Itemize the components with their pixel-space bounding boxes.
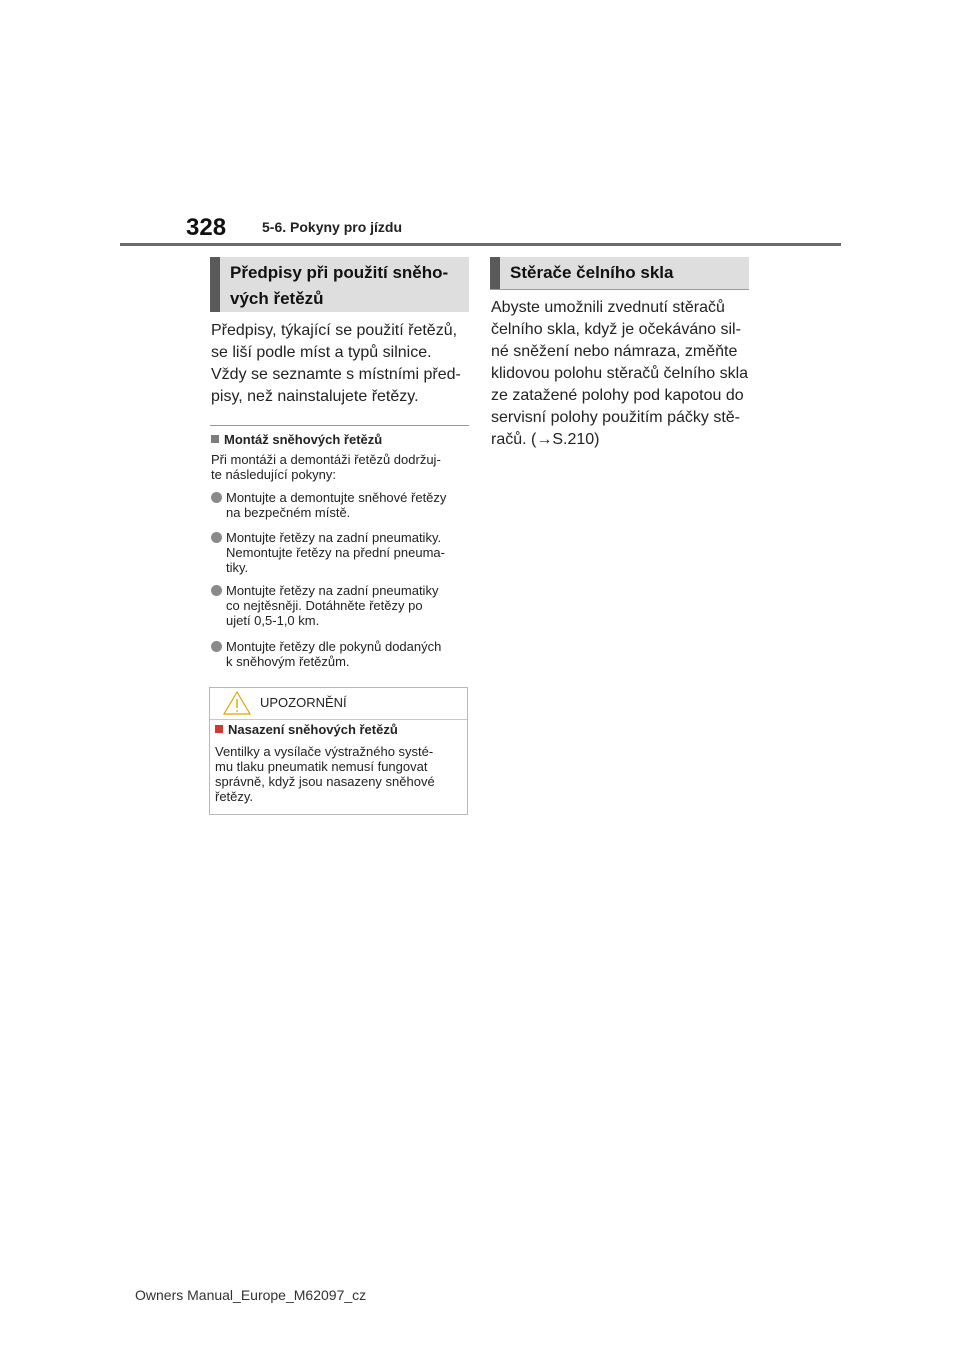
list-item-line: ujetí 0,5-1,0 km. (226, 613, 320, 628)
wiper-heading-text: Stěrače čelního skla (510, 263, 674, 282)
page-number: 328 (186, 214, 227, 241)
list-item-line: Montujte řetězy na zadní pneumatiky (226, 583, 439, 598)
snow-chain-heading-line2: vých řetězů (230, 289, 324, 308)
mounting-intro-line: te následující pokyny: (211, 467, 337, 482)
wiper-body-line: račů. (→S.210) (491, 431, 600, 448)
wiper-body-line: ze zatažené polohy pod kapotou do (491, 387, 744, 404)
mounting-intro (211, 452, 473, 482)
warning-text (215, 744, 465, 804)
wiper-body-line: servisní polohy použitím páčky stě- (491, 409, 740, 426)
wiper-body-line: čelního skla, když je očekáváno sil- (491, 321, 741, 338)
warning-separator (210, 719, 467, 720)
snow-chain-heading-line1: Předpisy při použití sněho- (230, 263, 449, 282)
warning-text-line: správně, když jsou nasazeny sněhové (215, 774, 435, 789)
wiper-body-line: klidovou polohu stěračů čelního skla (491, 365, 749, 382)
intro-line: se liší podle míst a typů silnice. (211, 344, 432, 361)
bullet-icon (211, 585, 222, 596)
footer-text: Owners Manual_Europe_M62097_cz (135, 1287, 367, 1303)
warning-triangle-icon (222, 690, 252, 716)
mounting-subheading (211, 432, 382, 447)
list-item (211, 583, 471, 628)
snow-chain-intro (211, 320, 476, 408)
warning-title: UPOZORNĚNÍ (260, 695, 347, 710)
red-square-icon (215, 725, 223, 733)
wiper-body-line: né sněžení nebo námraza, změňte (491, 343, 738, 360)
list-item-line: na bezpečném místě. (226, 505, 351, 520)
warning-text-line: mu tlaku pneumatik nemusí fungovat (215, 759, 428, 774)
list-item (211, 639, 471, 669)
list-item-line: Montujte řetězy na zadní pneumatiky. (226, 530, 442, 545)
warning-text-line: řetězy. (215, 789, 254, 804)
list-item-line: k sněhovým řetězům. (226, 654, 350, 669)
snow-chain-heading (210, 257, 469, 312)
warning-subheading (215, 722, 398, 737)
list-item-line: co nejtěsněji. Dotáhněte řetězy po (226, 598, 423, 613)
warning-subheading-text: Nasazení sněhových řetězů (228, 722, 398, 737)
list-item-line: Montujte řetězy dle pokynů dodaných (226, 639, 442, 654)
header-rule (120, 243, 841, 246)
list-item (211, 530, 471, 575)
square-bullet-icon (211, 435, 219, 443)
wiper-body-line: Abyste umožnili zvednutí stěračů (491, 299, 725, 316)
intro-line: Předpisy, týkající se použití řetězů, (211, 322, 458, 339)
list-item (211, 490, 471, 520)
bullet-icon (211, 532, 222, 543)
warning-text-line: Ventilky a vysílače výstražného systé- (215, 744, 434, 759)
wiper-heading-rule (490, 289, 749, 290)
intro-line: pisy, než nainstalujete řetězy. (211, 388, 419, 405)
bullet-icon (211, 492, 222, 503)
section-title: 5-6. Pokyny pro jízdu (262, 219, 403, 235)
list-item-line: tiky. (226, 560, 249, 575)
wiper-heading (490, 257, 749, 289)
list-item-line: Montujte a demontujte sněhové řetězy (226, 490, 447, 505)
bullet-icon (211, 641, 222, 652)
mounting-intro-line: Při montáži a demontáži řetězů dodržuj- (211, 452, 441, 467)
intro-line: Vždy se seznamte s místními před- (211, 366, 461, 383)
list-item-line: Nemontujte řetězy na přední pneuma- (226, 545, 445, 560)
mounting-subheading-text: Montáž sněhových řetězů (224, 432, 383, 447)
section-divider (210, 425, 469, 426)
wiper-body (491, 297, 756, 451)
